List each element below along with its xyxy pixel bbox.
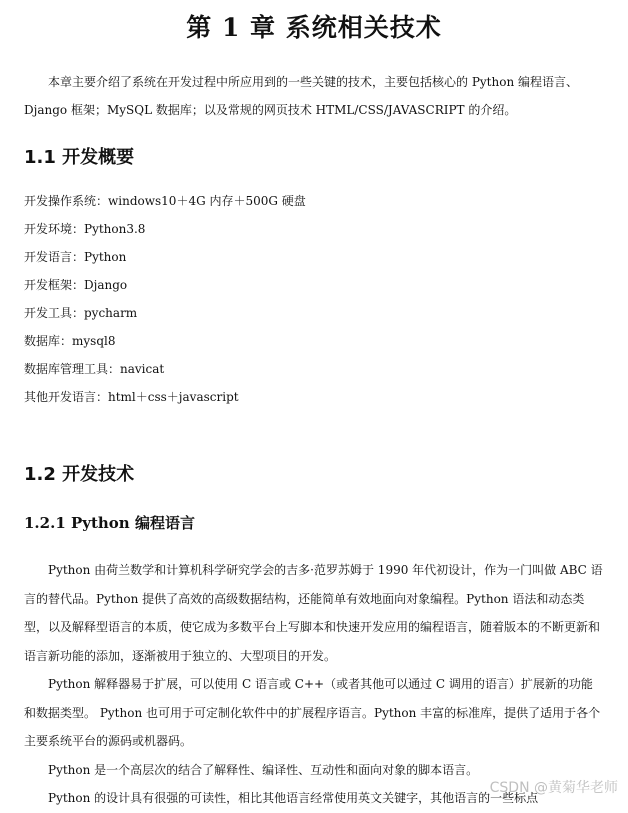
section-1-2-heading: 1.2 开发技术 (24, 464, 135, 485)
body-text (24, 556, 604, 813)
csdn-watermark: CSDN @黄菊华老师 (489, 780, 618, 796)
spec-item-db: 数据库：mysql8 (24, 334, 116, 348)
paragraph-python-highlevel: Python 是一个高层次的结合了解释性、编译性、互动性和面向对象的脚本语言。 (48, 762, 479, 777)
section-1-1-heading: 1.1 开发概要 (24, 147, 135, 168)
spec-item-tool: 开发工具：pycharm (24, 306, 138, 320)
spec-item-env: 开发环境：Python3.8 (24, 222, 146, 236)
chapter-title: 第 1 章 系统相关技术 (186, 13, 442, 42)
paragraph-python-readability: Python 的设计具有很强的可读性，相比其他语言经常使用英文关键字，其他语言的一些标点 (48, 791, 539, 805)
spec-item-os: 开发操作系统：windows10＋4G 内存＋500G 硬盘 (24, 194, 306, 208)
spec-item-other-lang: 其他开发语言：html＋css＋javascript (24, 390, 239, 404)
paragraph-python-origin: Python 由荷兰数学和计算机科学研究学会的吉多·范罗苏姆于 1990 年代初设计，作为一门叫做 ABC 语言的替代品。Python 提供了高效的高级数据结构，还能简单有效地面向对象编程。Python 语法和动态类型，以及解释型语言的本质，使它成为多数平台上写脚本和快速开发应用的编程语言，随着版本的不断更新和语言新功能的添加，逐渐被用于独立的、大型项目的开发。 (24, 563, 603, 663)
subsection-1-2-1-heading: 1.2.1 Python 编程语言 (24, 514, 195, 532)
spec-list (24, 187, 604, 411)
spec-item-db-tool: 数据库管理工具：navicat (24, 362, 165, 376)
paragraph-python-extension: Python 解释器易于扩展，可以使用 C 语言或 C++（或者其他可以通过 C 调用的语言）扩展新的功能和数据类型。 Python 也可用于可定制化软件中的扩展程序语言。Python 丰富的标准库，提供了适用于各个主要系统平台的源码或机器码。 (24, 677, 601, 748)
intro-paragraph: 本章主要介绍了系统在开发过程中所应用到的一些关键的技术，主要包括核心的 Python 编程语言、Django 框架；MySQL 数据库；以及常规的网页技术 HTML/CSS/JAVASCRIPT 的介绍。 (24, 75, 578, 117)
spec-item-lang: 开发语言：Python (24, 250, 127, 264)
spec-item-framework: 开发框架：Django (24, 278, 128, 292)
